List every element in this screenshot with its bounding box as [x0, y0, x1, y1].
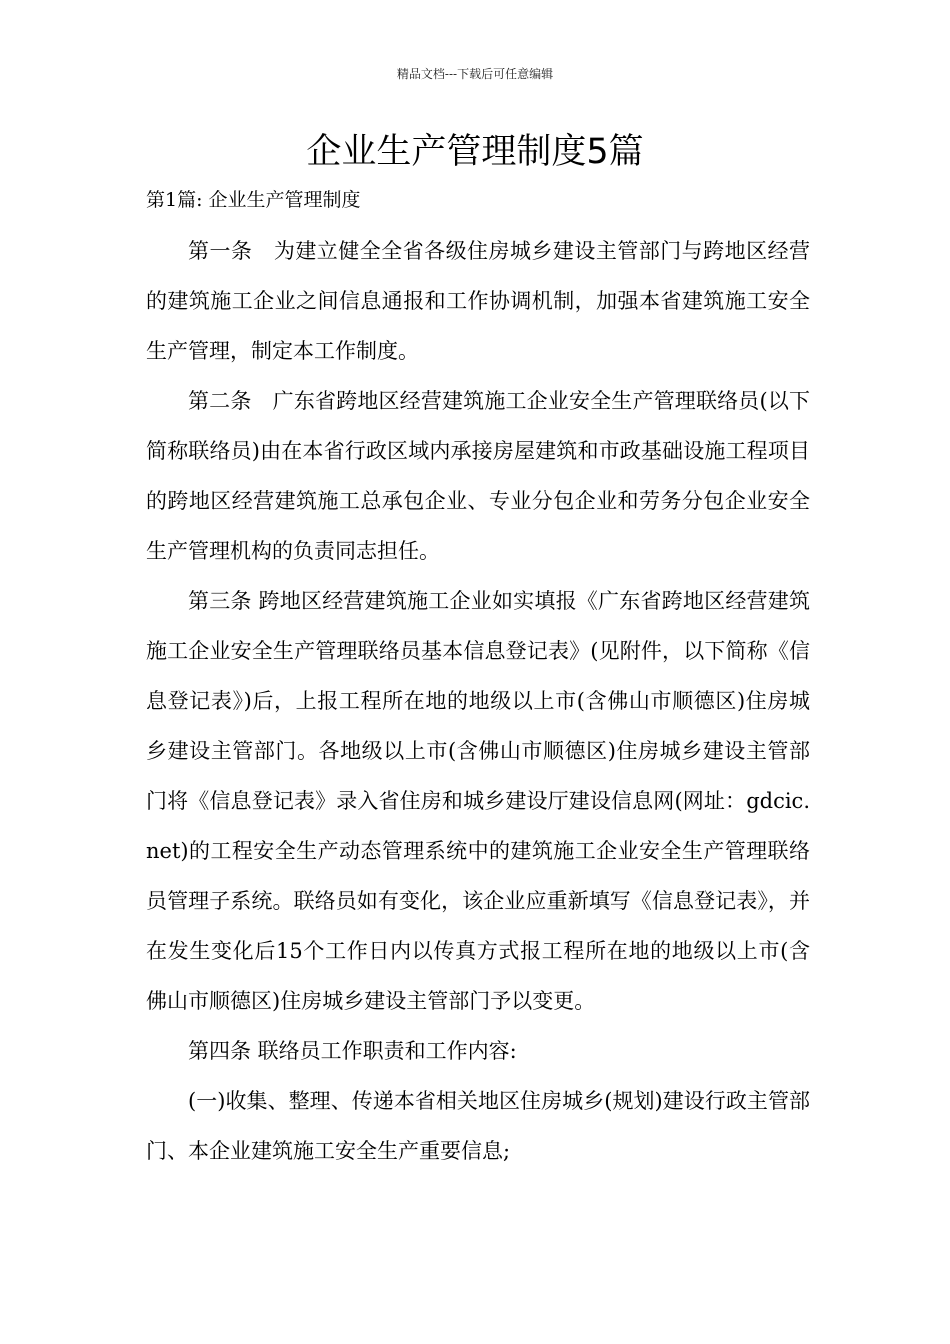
paragraph-article-3: 第三条 跨地区经营建筑施工企业如实填报《广东省跨地区经营建筑施工企业安全生产管理联络员基本信息登记表》(见附件，以下简称《信息登记表》)后，上报工程所在地的地级以上市(含佛山市顺德区)住房城乡建设主管部门。各地级以上市(含佛山市顺德区)住房城乡建设主管部门将《信息登记表》录入省住房和城乡建设厅建设信息网(网址：gdcic.net)的工程安全生产动态管理系统中的建筑施工企业安全生产管理联络员管理子系统。联络员如有变化，该企业应重新填写《信息登记表》，并在发生变化后15个工作日内以传真方式报工程所在地的地级以上市(含佛山市顺德区)住房城乡建设主管部门予以变更。 [146, 589, 810, 1013]
header-note: 精品文档---下载后可任意编辑 [396, 67, 554, 81]
paragraph-article-2: 第二条 广东省跨地区经营建筑施工企业安全生产管理联络员(以下简称联络员)由在本省行政区域内承接房屋建筑和市政基础设施工程项目的跨地区经营建筑施工总承包企业、专业分包企业和劳务分包企业安全生产管理机构的负责同志担任。 [146, 389, 810, 563]
document-title: 企业生产管理制度5篇 [306, 132, 644, 172]
section-heading: 第1篇: 企业生产管理制度 [146, 189, 361, 211]
paragraph-article-4: 第四条 联络员工作职责和工作内容: [188, 1039, 517, 1063]
document-body [146, 226, 810, 1176]
paragraph-item-1: (一)收集、整理、传递本省相关地区住房城乡(规划)建设行政主管部门、本企业建筑施工安全生产重要信息; [146, 1089, 810, 1163]
paragraph-article-1: 第一条 为建立健全全省各级住房城乡建设主管部门与跨地区经营的建筑施工企业之间信息通报和工作协调机制，加强本省建筑施工安全生产管理，制定本工作制度。 [146, 239, 810, 363]
